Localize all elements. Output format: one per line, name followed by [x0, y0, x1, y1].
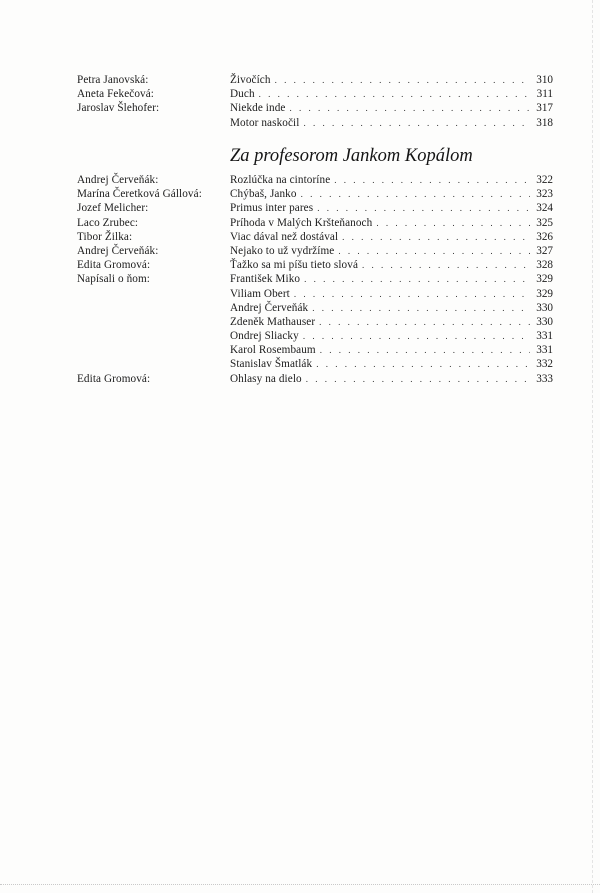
toc-title: Príhoda v Malých Kršteňanoch — [230, 216, 373, 229]
toc-author: Tibor Žilka: — [77, 230, 133, 243]
leader-dots — [294, 287, 530, 301]
leader-dots — [303, 116, 530, 130]
toc-row — [0, 216, 600, 230]
toc-title: Stanislav Šmatlák — [230, 358, 313, 371]
toc-title: Karol Rosembaum — [230, 344, 316, 357]
toc-title: Chýbaš, Janko — [230, 188, 297, 201]
toc-title: Viac dával než dostával — [230, 230, 339, 243]
leader-dots — [376, 216, 530, 230]
toc-entry — [230, 187, 553, 201]
toc-title: Nejako to už vydržíme — [230, 244, 335, 257]
leader-dots — [319, 315, 530, 329]
toc-author: Petra Janovská: — [77, 74, 149, 86]
toc-entry — [230, 272, 553, 286]
toc-page-number: 328 — [536, 259, 553, 272]
toc-author: Edita Gromová: — [77, 259, 151, 272]
toc-entry — [230, 372, 553, 386]
leader-dots — [301, 187, 530, 201]
toc-row — [0, 272, 600, 286]
toc-entry — [230, 258, 553, 272]
toc-title: František Miko — [230, 273, 301, 286]
toc-author: Laco Zrubec: — [77, 216, 139, 229]
toc-entry — [230, 230, 553, 244]
toc-entry — [230, 287, 553, 301]
toc-title: Viliam Obert — [230, 287, 290, 300]
toc-title: Ohlasy na dielo — [230, 372, 302, 385]
toc-entry — [230, 301, 553, 315]
leader-dots — [320, 343, 530, 357]
toc-row — [0, 343, 600, 357]
toc-title: Niekde inde — [230, 102, 286, 115]
toc-row — [0, 73, 600, 87]
toc-page-number: 330 — [536, 315, 553, 328]
toc-page-number: 310 — [536, 74, 553, 86]
leader-dots — [289, 101, 530, 115]
toc-author: Jaroslav Šlehofer: — [77, 102, 160, 115]
toc-row — [0, 87, 600, 101]
toc-page-number: 331 — [536, 344, 553, 357]
toc-title: Ťažko sa mi píšu tieto slová — [230, 259, 359, 272]
toc-entry — [230, 216, 553, 230]
toc-page-number: 330 — [536, 301, 553, 314]
leader-dots — [306, 372, 530, 386]
toc-title: Rozlúčka na cintoríne — [230, 174, 331, 186]
toc-entry — [230, 73, 553, 87]
toc-page-number: 333 — [536, 372, 553, 385]
toc-entry — [230, 201, 553, 215]
leader-dots — [303, 329, 530, 343]
toc-page-number: 323 — [536, 188, 553, 201]
toc-entry — [230, 173, 553, 187]
toc-row — [0, 116, 600, 130]
toc-page-number: 322 — [536, 174, 553, 186]
leader-dots — [317, 201, 530, 215]
toc-author: Aneta Fekečová: — [77, 88, 154, 101]
toc-title: Zdeněk Mathauser — [230, 315, 316, 328]
leader-dots — [316, 357, 530, 371]
leader-dots — [362, 258, 530, 272]
toc-author: Andrej Červeňák: — [77, 174, 159, 186]
toc-entry — [230, 315, 553, 329]
section-heading: Za profesorom Jankom Kopálom — [230, 146, 473, 166]
toc-title: Živočích — [230, 74, 271, 86]
toc-page-number: 324 — [536, 202, 553, 215]
toc-page-number: 326 — [536, 230, 553, 243]
toc-page-number: 329 — [536, 273, 553, 286]
toc-row — [0, 173, 600, 187]
toc-entry — [230, 329, 553, 343]
toc-row — [0, 357, 600, 371]
leader-dots — [342, 230, 530, 244]
toc-row — [0, 258, 600, 272]
toc-row — [0, 329, 600, 343]
toc-author: Andrej Červeňák: — [77, 244, 159, 257]
leader-dots — [338, 244, 530, 258]
toc-section-1 — [0, 73, 600, 130]
leader-dots — [304, 272, 530, 286]
leader-dots — [312, 301, 530, 315]
leader-dots — [259, 87, 530, 101]
toc-row — [0, 287, 600, 301]
toc-row — [0, 244, 600, 258]
toc-row — [0, 201, 600, 215]
toc-title: Motor naskočil — [230, 116, 300, 129]
toc-page-number: 331 — [536, 330, 553, 343]
toc-entry — [230, 87, 553, 101]
toc-row — [0, 101, 600, 115]
toc-row — [0, 187, 600, 201]
toc-author: Edita Gromová: — [77, 372, 151, 385]
toc-author: Napísali o ňom: — [77, 273, 150, 286]
leader-dots — [275, 73, 530, 87]
toc-section-2 — [0, 173, 600, 386]
toc-page-number: 318 — [536, 116, 553, 129]
toc-entry — [230, 116, 553, 130]
toc-row — [0, 372, 600, 386]
leader-dots — [334, 173, 530, 187]
toc-page-number: 311 — [536, 88, 553, 101]
toc-row — [0, 230, 600, 244]
toc-author: Jozef Melicher: — [77, 202, 149, 215]
toc-title: Ondrej Sliacky — [230, 330, 299, 343]
toc-row — [0, 301, 600, 315]
toc-entry — [230, 357, 553, 371]
toc-entry — [230, 101, 553, 115]
scan-bottom-edge — [0, 884, 600, 885]
toc-page-number: 325 — [536, 216, 553, 229]
toc-page-number: 332 — [536, 358, 553, 371]
toc-page-number: 329 — [536, 287, 553, 300]
toc-title: Primus inter pares — [230, 202, 314, 215]
scan-right-edge — [592, 0, 593, 893]
toc-row — [0, 315, 600, 329]
toc-title: Duch — [230, 88, 255, 101]
toc-page-number: 327 — [536, 244, 553, 257]
toc-author: Marína Čeretková Gállová: — [77, 188, 202, 201]
toc-page-number: 317 — [536, 102, 553, 115]
toc-entry — [230, 343, 553, 357]
toc-entry — [230, 244, 553, 258]
toc-title: Andrej Červeňák — [230, 301, 309, 314]
